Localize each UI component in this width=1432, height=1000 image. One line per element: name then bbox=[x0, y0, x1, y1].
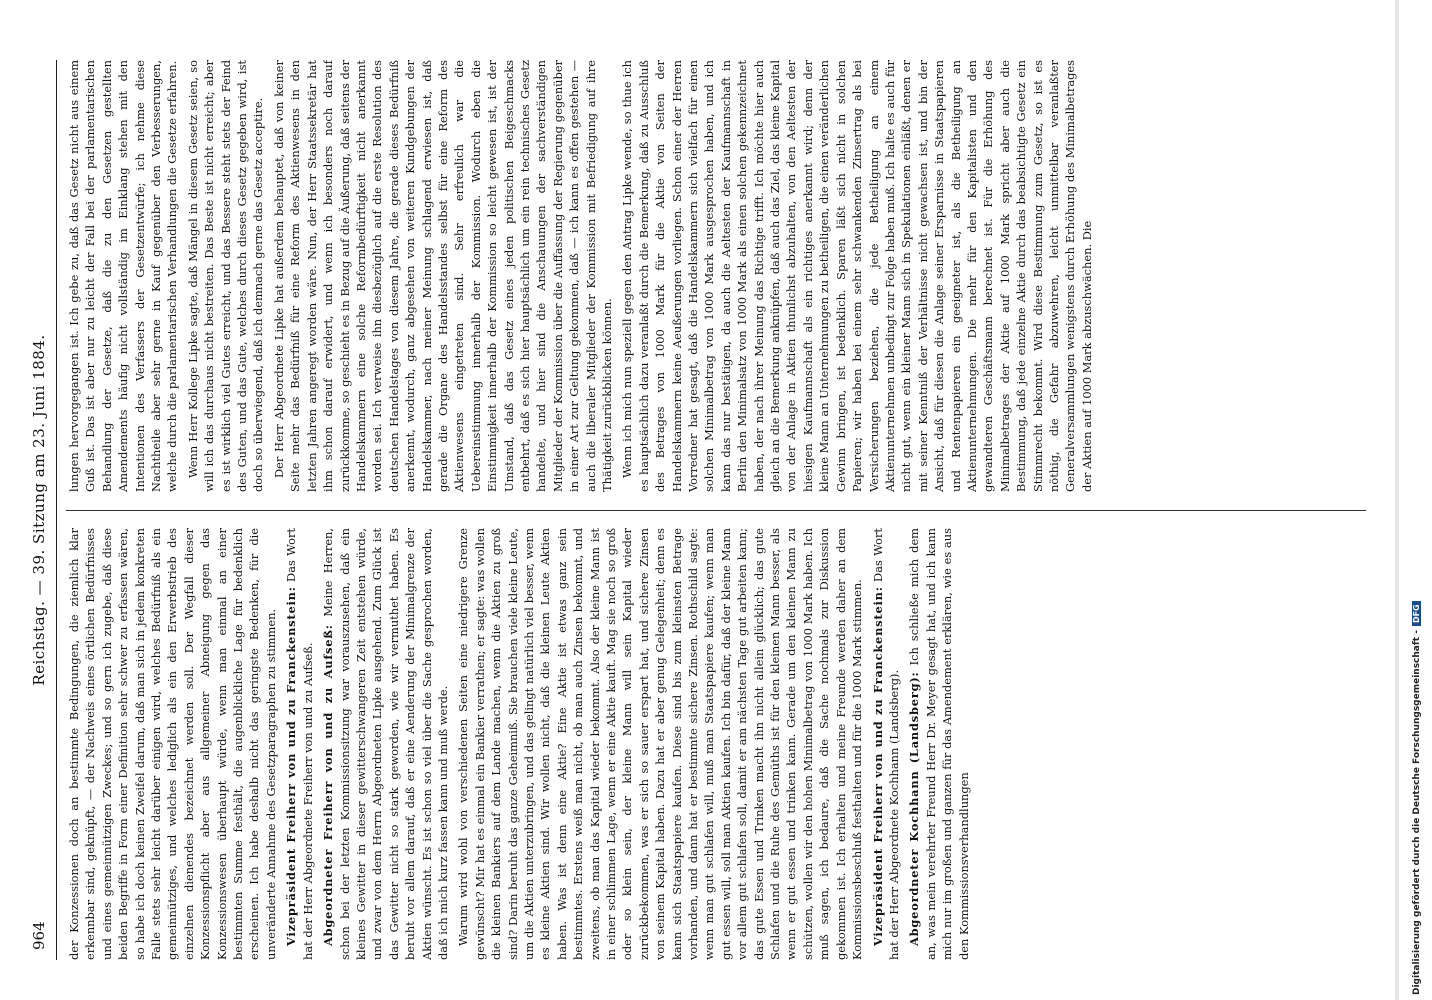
page-body bbox=[66, 60, 1406, 960]
left-paragraph-3 bbox=[320, 528, 451, 960]
right-paragraph-2: Wenn Herr Kollege Lipke sagte, daß Mängel in diesem Gesetz seien, so will ich das durchaus nicht bestreiten. Das Beste ist nicht erreicht; aber es ist wirklich viel Gutes erreicht, und das Bessere steht stets der Feind des Guten, und das Gute, welches durch dieses Gesetz gegeben wird, ist doch so überwiegend, daß ich demnach gerne das Gesetz acceptire. bbox=[185, 60, 266, 492]
column-divider bbox=[66, 510, 1366, 511]
speaker-label: Abgeordneter Freiherr von und zu Aufseß: bbox=[321, 624, 336, 946]
speaker-label: Vizepräsident Freiherr von und zu Franckenstein: bbox=[870, 586, 885, 946]
left-paragraph-6 bbox=[906, 528, 972, 960]
credit-text: Digitalisierung gefördert durch die Deutsche Forschungsgemeinschaft - bbox=[1412, 630, 1422, 995]
dfg-logo-icon: DFG bbox=[1412, 601, 1421, 626]
page-number: 964 bbox=[30, 921, 48, 950]
digitization-credit bbox=[1412, 601, 1422, 995]
paragraph-text: Meine Herren, schon bei der letzten Kommissionsitzung war vorauszusehen, daß ein kleines Gewitter in dieser gewitterschwangeren Zeit entstehen würde, und zwar von dem Herrn Abgeordneten Lipke ausgehend. Zum Glück ist das Gewitter nicht so stark geworden, wie wir vermuthet haben. Es beruht vor allem darauf, daß er eine Aenderung der Minimalgrenze der Aktien wünscht. Es ist schon so viel über die Sache gesprochen worden, daß ich mich kurz fassen kann und muß werde. bbox=[321, 528, 450, 960]
right-paragraph-1: lungen hervorgegangen ist. Ich gebe zu, daß das Gesetz nicht aus einem Guß ist. Das ist aber nur zu leicht der Fall bei der parlamentarischen Behandlung der Gesetze, daß die zu den Gesetzen gestellten Amendements häufig nicht vollständig im Einklang stehen mit den Intentionen des Verfassers der Gesetzentwürfe; ich nehme diese Nachtheile aber sehr gerne in Kauf gegenüber den Verbesserungen, welche durch die parlamentarischen Verhandlungen die Gesetze erfahren. bbox=[67, 60, 180, 492]
right-paragraph-3: Der Herr Abgeordnete Lipke hat außerdem behauptet, daß von keiner Seite mehr das Bedürfniß für eine Reform des Aktienwesens in den letzten Jahren angeregt worden wäre. Nun, der Herr Staatssekretär hat ihm schon darauf erwidert, und wenn ich besonders noch darauf zurückkomme, so geschieht es in Bezug auf die Äußerung, daß seitens der Handelskammern eine solche Reformbedürftigkeit nicht anerkannt worden sei. Ich verweise ihn diesbezüglich auf die erste Resolution des deutschen Handelstages von diesem Jahre, die gerade dieses Bedürfniß anerkennt, wodurch, ganz abgesehen von weiteren Kundgebungen der Handelskammer, nach meiner Meinung schlagend erwiesen ist, daß gerade die Organe des Handelsstandes selbst für eine Reform des Aktienwesens eingetreten sind. Sehr erfreulich war die Uebereinstimmung innerhalb der Kommission. Wodurch eben die Einstimmigkeit innerhalb der Kommission so leicht gewesen ist, ist der Umstand, daß das Gesetz eines jeden politischen Beigeschmacks entbehrt, daß es sich hier hauptsächlich um ein rein technisches Gesetz handelte, und hier sind die Anschauungen der sachverständigen Mitglieder der Kommission über die Auffassung der Regierung gegenüber in einer Art zur Geltung gekommen, daß — ich kann es offen gestehen — auch die liberaler Mitglieder der Kommission mit Befriedigung auf ihre Thätigkeit zurückblicken können. bbox=[271, 60, 614, 492]
paragraph-text: Das Wort hat der Herr Abgeordnete Freiherr von und zu Aufseß. bbox=[284, 528, 315, 960]
left-paragraph-2 bbox=[283, 528, 316, 960]
paragraph-text: Das Wort hat der Herr Abgeordnete Kochhann (Landsberg). bbox=[870, 528, 901, 960]
right-column bbox=[66, 60, 1406, 492]
speaker-label: Vizepräsident Freiherr von und zu Franckenstein: bbox=[284, 586, 299, 946]
left-paragraph-5 bbox=[870, 528, 903, 960]
left-paragraph-4: Warum wird wohl von verschiedenen Seiten eine niedrigere Grenze gewünscht? Mir hat es einmal ein Bankier verrathen; er sagte: was wollen die kleinen Bankiers auf dem Lande machen, wenn die Aktien zu groß sind? Darin beruht das ganze Geheimniß. Sie brauchen viele kleine Leute, um die Aktien unterzubringen, und das gelingt natürlich viel besser, wenn es kleine Aktien sind. Wir wollen nicht, daß die kleinen Leute Aktien haben. Was ist denn eine Aktie? Eine Aktie ist etwas ganz sein bestimmtes. Erstens weiß man nicht, ob man auch Zinsen bekommt, und zweitens, ob man das Kapital wieder bekommt. Also der kleine Mann ist in einer schlimmen Lage, wenn er eine Aktie kauft. Mag sie noch so groß oder so klein sein, der kleine Mann will sein Kapital wieder zurückbekommen, was er sich so sauer erspart hat, und sichere Zinsen von seinem Kapital haben. Dazu hat er aber genug Gelegenheit; denn es kann sich Staatspapiere kaufen. Diese sind bis zum kleinsten Betrage vorhanden, und dann hat er bestimmte sichere Zinsen. Rothschild sagte: wenn man gut schlafen will, muß man Staatspapiere kaufen; wenn man gut essen will, soll man Aktien kaufen. Ich bin dafür, daß der kleine Mann vor allem gut schlafen soll, damit er am nächsten Tage gut arbeiten kann; das gute Essen und Trinken macht ihn nicht allein glücklich; das gute Schlafen und die Ruhe des Gemüths ist für den kleinen Mann besser, als wenn er gut essen und trinken kann. Gerade um den kleinen Mann zu schützen, wollen wir den hohen Minimalbetrag von 1000 Mark haben. Ich muß sagen, ich bedaure, daß die Sache nochmals zur Diskussion gekommen ist. Ich erhalten und meine Freunde werden daher an dem Kommissionsbeschluß festhalten und für die 1000 Mark stimmen. bbox=[456, 528, 865, 960]
left-paragraph-1: der Konzessionen doch an bestimmte Bedingungen, die ziemlich klar erkennbar sind, geknüpft, — der Nachweis eines örtlichen Bedürfnisses und eines gemeinnützigen Zweckes; und so gern ich zugebe, daß diese beiden Begriffe in Form einer Definition sehr schwer zu erfassen wären, so habe ich doch keinen Zweifel darum, daß man sich in jedem konkreten Falle stets sehr leicht darüber einigen wird, welches Bedürfniß als ein gemeinnütziges, und welches lediglich als ein den Erwerbstrieb des einzelnen dienendes bezeichnet werden soll. Der Wegfall dieser Konzessionspflicht aber aus allgemeiner Abneigung gegen das Konzessionswesen überhaupt würde, wenn man einmal an einer bestimmten Summe festhält, die augenblickliche Lage für bedenklich erscheinen. Ich habe deshalb nicht das geringste Bedenken, für die unveränderte Annahme des Gesetzparagraphen zu stimmen. bbox=[67, 528, 278, 960]
running-title: Reichstag. — 39. Sitzung am 23. Juni 1884. bbox=[30, 334, 48, 686]
left-column bbox=[66, 528, 1406, 960]
paragraph-text: Ich schließe mich dem an, was mein verehrter Freund Herr Dr. Meyer gesagt hat, und ich kann mich nur im großen und ganzen für das Amendement erklären, wie es aus den Kommissionsverhandlungen bbox=[907, 528, 971, 960]
rotated-page bbox=[20, 60, 1410, 960]
speaker-label: Abgeordneter Kochhann (Landsberg): bbox=[907, 671, 922, 946]
right-paragraph-4: Wenn ich mich nun speziell gegen den Antrag Lipke wende, so thue ich es hauptsächlich dazu veranlaßt durch die Bemerkung, daß zu Ausschluß des Betrages von 1000 Mark für die Aktie von Seiten der Handelskammern keine Aeußerungen vorliegen. Schon einer der Herren Vorredner hat gesagt, daß die Handelskammern sich vielfach für einen solchen Minimalbetrag von 1000 Mark ausgesprochen haben, und ich kann das nur bestätigen, da auch die Aeltesten der Kaufmannschaft in Berlin den Minimalsatz von 1000 Mark als einen solchen gekennzeichnet haben, der nach ihrer Meinung das Richtige trifft. Ich möchte hier auch gleich an die Bemerkung anknüpfen, daß auch das Ziel, das kleine Kapital von der Anlage in Aktien thunlichst abzuhalten, von den Aeltesten der hiesigen Kaufmannschaft als ein richtiges anerkannt wird; denn der kleine Mann an Unternehmungen zu betheiligen, die einen veränderlichen Gewinn bringen, ist bedenklich. Sparen läßt sich nicht in solchen Papieren; wir haben bei einem sehr schwankenden Zinsertrag als bei Versicherungen beziehen, die jede Betheiligung an einem Aktienunternehmen unbedingt zur Folge haben muß. Ich halte es auch für nicht gut, wenn ein kleiner Mann sich in Spekulationen einläßt, denen er mit seiner Kenntniß der Verhältnisse nicht gewachsen ist, und bin der Ansicht, daß für diesen die Anlage seiner Ersparnisse in Staatspapieren und Rentenpapieren ein geeigneter ist, als die Betheiligung an Aktienunternehmungen. Die mehr für den Kapitalisten und den gewandteren Geschäftsmann berechnet ist. Für die Erhöhung des Minimalbetrages der Aktie auf 1000 Mark spricht aber auch die Bestimmung, daß jede einzelne Aktie durch das beabsichtigte Gesetz ein Stimmrecht bekommt. Wird diese Bestimmung zum Gesetz, so ist es nöthig, die Gefahr abzuwehren, leicht unmittelbar veranlaßter Generalversammlungen wenigstens durch Erhöhung des Minimalbetrages der Aktien auf 1000 Mark abzuschwächen. Die bbox=[620, 60, 1094, 492]
running-head bbox=[20, 60, 57, 960]
